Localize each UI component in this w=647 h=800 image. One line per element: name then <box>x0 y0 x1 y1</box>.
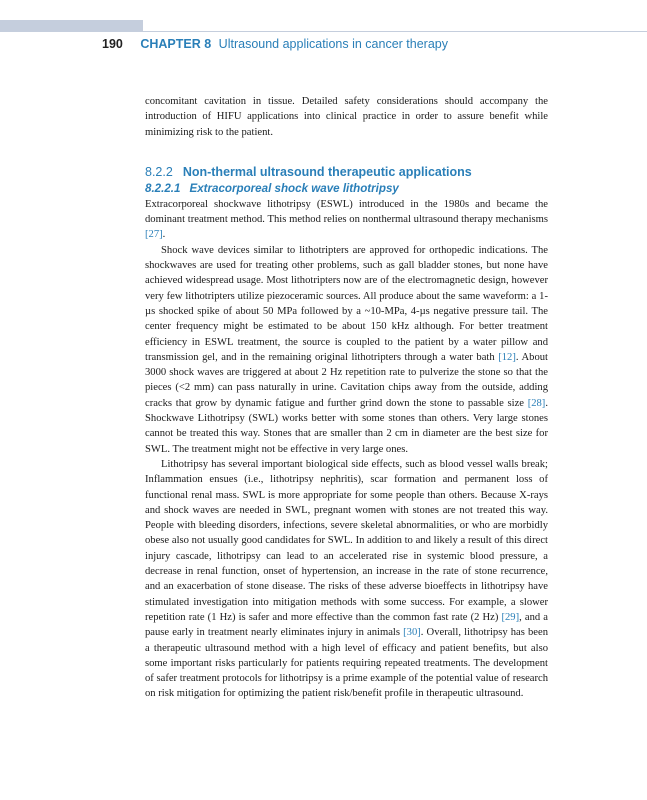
paragraph-text: Shock wave devices similar to lithotripters are approved for orthopedic indications. The shockwaves are used for treating other problems, such as gall bladder stones, but none have achieved widespread usage. Most lithotripters now are of the electromagnetic design, however very few lithotripters utilize piezoceramic sources. All produce about the same waveform: a 1-µs shocked spike of about 50 MPa followed by a ~10-MPa, 4-µs negative pressure tail. The center frequency might be estimated to be about 150 kHz although. For better treatment efficiency in ESWL treatment, the source is coupled to the patient by a water pillow and transmission gel, and in the remaining original lithotripters through a water bath <box>145 244 548 363</box>
paragraph-text: Lithotripsy has several important biological side effects, such as blood vessel walls break; Inflammation ensues (i.e., lithotripsy nephritis), scar formation and permanent loss of functional renal mass. SWL is more appropriate for some people than others. Because X-rays and shock waves are needed in SWL, pregnant women with stones are not treated this way. People with bleeding disorders, infections, severe skeletal abnormalities, or who are morbidly obese also not usually good candidates for SWL. In addition to and likely a result of this direct injury cascade, lithotripsy can lead to an accelerated rise in systemic blood pressure, a decrease in renal function, onset of hypertension, an increase in the rate of stone recurrence, and an exacerbation of stone disease. The risks of these adverse bioeffects in lithotripsy have stimulated investigation into mitigation methods with some success. For example, a slower repetition rate (1 Hz) is safer and more effective than the common fast rate (2 Hz) <box>145 458 548 623</box>
chapter-title: Ultrasound applications in cancer therapy <box>218 37 448 51</box>
page-number: 190 <box>102 37 123 51</box>
paragraph-side-effects <box>145 457 548 702</box>
citation-link[interactable]: [29] <box>501 611 520 623</box>
subsection-heading <box>145 181 548 197</box>
page-body <box>145 94 548 702</box>
section-title: Non-thermal ultrasound therapeutic applications <box>182 164 472 179</box>
citation-link[interactable]: [30] <box>403 627 421 639</box>
intro-paragraph: concomitant cavitation in tissue. Detailed safety considerations should accompany the introduction of HIFU applications into clinical practice in order to assure benefit while minimizing risk to the patient. <box>145 96 548 138</box>
subsection-number: 8.2.2.1 <box>145 181 181 195</box>
subsection-title: Extracorporeal shock wave lithotripsy <box>189 181 399 195</box>
paragraph-text: . <box>162 229 166 241</box>
section-number: 8.2.2 <box>145 164 173 179</box>
paragraph-text: . About 3000 shock waves are triggered at about 2 Hz repetition rate to pulverize the stone so that the pieces (<2 mm) can pass naturally in urine. Cavitation chips away from the outside, adding cracks that grow by dynamic fatigue and further grind down the stone to passable size <box>145 351 548 409</box>
header-rule <box>143 31 647 32</box>
paragraph-text: Extracorporeal shockwave lithotripsy (ESWL) introduced in the 1980s and became the dominant treatment method. This method relies on nonthermal ultrasound therapy mechanisms <box>145 198 548 226</box>
paragraph-text: . Shockwave Lithotripsy (SWL) works better with some stones than others. Very large stones cannot be treated this way. Stones that are smaller than 2 cm in diameter are the best size for SWL. The treatment might not be effective in very large ones. <box>145 397 548 455</box>
citation-link[interactable]: [12] <box>498 351 516 363</box>
paragraph-text: . Overall, lithotripsy has been a therapeutic ultrasound method with a high level of efficacy and patient benefits, but also some important risks particularly for patients requiring repeated treatments. The development of safer treatment protocols for lithotripsy is a prime example of the potential value of research on risk mitigation for optimizing the patient risk/benefit profile in therapeutic ultrasound. <box>145 627 548 700</box>
paragraph-text: , and a pause early in treatment nearly eliminates injury in animals <box>145 611 548 639</box>
chapter-label: CHAPTER 8 <box>140 37 212 51</box>
citation-link[interactable]: [28] <box>527 397 546 409</box>
paragraph-shock-wave-devices <box>145 243 548 457</box>
section-heading <box>145 163 548 181</box>
header-color-bar <box>0 20 143 32</box>
citation-link[interactable]: [27] <box>145 229 163 241</box>
running-head <box>102 35 448 53</box>
paragraph-eswl-intro <box>145 197 548 243</box>
